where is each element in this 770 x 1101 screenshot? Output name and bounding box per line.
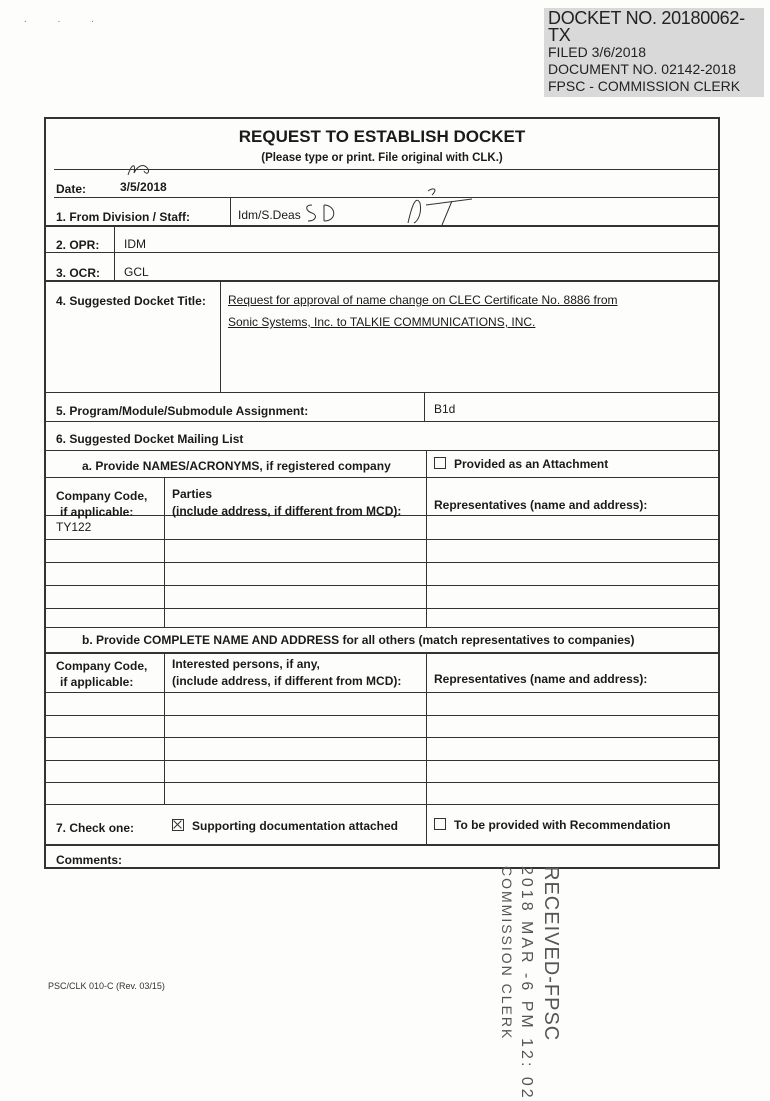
supporting-documentation-label: Supporting documentation attached	[192, 819, 398, 833]
rule	[424, 392, 425, 421]
rule	[220, 280, 221, 392]
company-code-header-2: if applicable:	[60, 505, 134, 519]
comments-label: Comments:	[56, 853, 123, 867]
from-division-value: Idm/S.Deas	[238, 208, 301, 222]
form-subtitle: (Please type or print. File original with CLK.)	[261, 152, 503, 164]
filed-date: FILED 3/6/2018	[548, 44, 647, 60]
representatives-header: Representatives (name and address):	[434, 672, 648, 686]
rule	[426, 477, 427, 627]
docket-filing-stamp	[544, 8, 764, 97]
received-stamp	[499, 866, 562, 1101]
mailing-list-label: 6. Suggested Docket Mailing List	[56, 432, 244, 446]
from-division-label: 1. From Division / Staff:	[56, 210, 191, 224]
request-form	[44, 117, 720, 869]
section-b-heading: b. Provide COMPLETE NAME AND ADDRESS for all others (match representatives to companies)	[82, 633, 635, 647]
received-stamp-line-3: COMMISSION CLERK	[499, 866, 515, 1041]
rule	[46, 804, 718, 805]
interested-persons-header-2: (include address, if different from MCD):	[172, 674, 402, 688]
received-stamp-line-1: RECEIVED-FPSC	[540, 866, 562, 1042]
company-code-header: Company Code,	[56, 489, 148, 503]
docket-title-line-2: Sonic Systems, Inc. to TALKIE COMMUNICATIONS, INC.	[228, 315, 536, 329]
rule	[46, 692, 718, 693]
date-label: Date:	[56, 182, 87, 196]
rule	[114, 225, 115, 280]
supporting-documentation-checkbox[interactable]	[172, 819, 184, 831]
parties-header: Parties	[172, 487, 213, 501]
rule	[426, 652, 427, 804]
commission-clerk: FPSC - COMMISSION CLERK	[548, 78, 741, 94]
handwritten-initials	[302, 199, 342, 225]
rule	[46, 477, 718, 478]
rule	[46, 715, 718, 716]
attachment-checkbox[interactable]	[434, 457, 446, 469]
interested-persons-header: Interested persons, if any,	[172, 657, 320, 671]
rule	[46, 627, 718, 628]
company-code-header: Company Code,	[56, 659, 148, 673]
rule	[54, 197, 718, 198]
rule	[46, 421, 718, 422]
docket-title-line-1: Request for approval of name change on CLEC Certificate No. 8886 from	[228, 293, 618, 307]
rule	[46, 392, 718, 393]
rule	[46, 562, 718, 563]
rule	[46, 652, 718, 654]
recommendation-checkbox[interactable]	[434, 818, 446, 830]
rule	[46, 539, 718, 540]
program-assignment-value: B1d	[434, 402, 456, 416]
company-code-header-2: if applicable:	[60, 675, 134, 689]
parties-header-2: (include address, if different from MCD):	[172, 504, 402, 518]
form-title: REQUEST TO ESTABLISH DOCKET	[238, 127, 526, 146]
handwritten-initials	[398, 183, 478, 227]
rule	[164, 477, 165, 627]
ocr-label: 3. OCR:	[56, 266, 101, 280]
recommendation-label: To be provided with Recommendation	[454, 818, 671, 832]
rule	[46, 585, 718, 586]
docket-title-label: 4. Suggested Docket Title:	[56, 294, 206, 308]
rule	[46, 280, 718, 282]
attachment-option[interactable]	[434, 457, 608, 471]
rule	[46, 737, 718, 738]
rule	[46, 844, 718, 846]
rule	[230, 197, 231, 225]
section-a-heading: a. Provide NAMES/ACRONYMS, if registered company	[82, 459, 391, 473]
opr-label: 2. OPR:	[56, 238, 100, 252]
received-stamp-line-2: 2018 MAR -6 PM 12: 02	[518, 866, 535, 1101]
representatives-header: Representatives (name and address):	[434, 498, 648, 512]
supporting-documentation-option[interactable]	[172, 819, 398, 833]
rule	[426, 804, 427, 844]
handwritten-initials	[124, 159, 158, 181]
form-revision: PSC/CLK 010-C (Rev. 03/15)	[48, 981, 165, 991]
rule	[46, 782, 718, 783]
rule	[46, 225, 718, 227]
rule	[46, 608, 718, 609]
rule	[46, 252, 718, 253]
scan-speck: . . .	[24, 14, 108, 25]
ocr-value: GCL	[124, 265, 149, 279]
check-one-label: 7. Check one:	[56, 821, 135, 835]
opr-value: IDM	[124, 237, 146, 251]
attachment-label: Provided as an Attachment	[454, 457, 609, 471]
rule	[46, 760, 718, 761]
recommendation-option[interactable]	[434, 818, 670, 832]
rule	[164, 652, 165, 804]
company-code-cell: TY122	[56, 520, 92, 534]
docket-number: DOCKET NO. 20180062-TX	[548, 8, 745, 45]
document-number: DOCUMENT NO. 02142-2018	[548, 61, 737, 77]
date-value: 3/5/2018	[120, 180, 167, 194]
rule	[46, 450, 718, 451]
rule	[426, 450, 427, 477]
program-assignment-label: 5. Program/Module/Submodule Assignment:	[56, 404, 309, 418]
